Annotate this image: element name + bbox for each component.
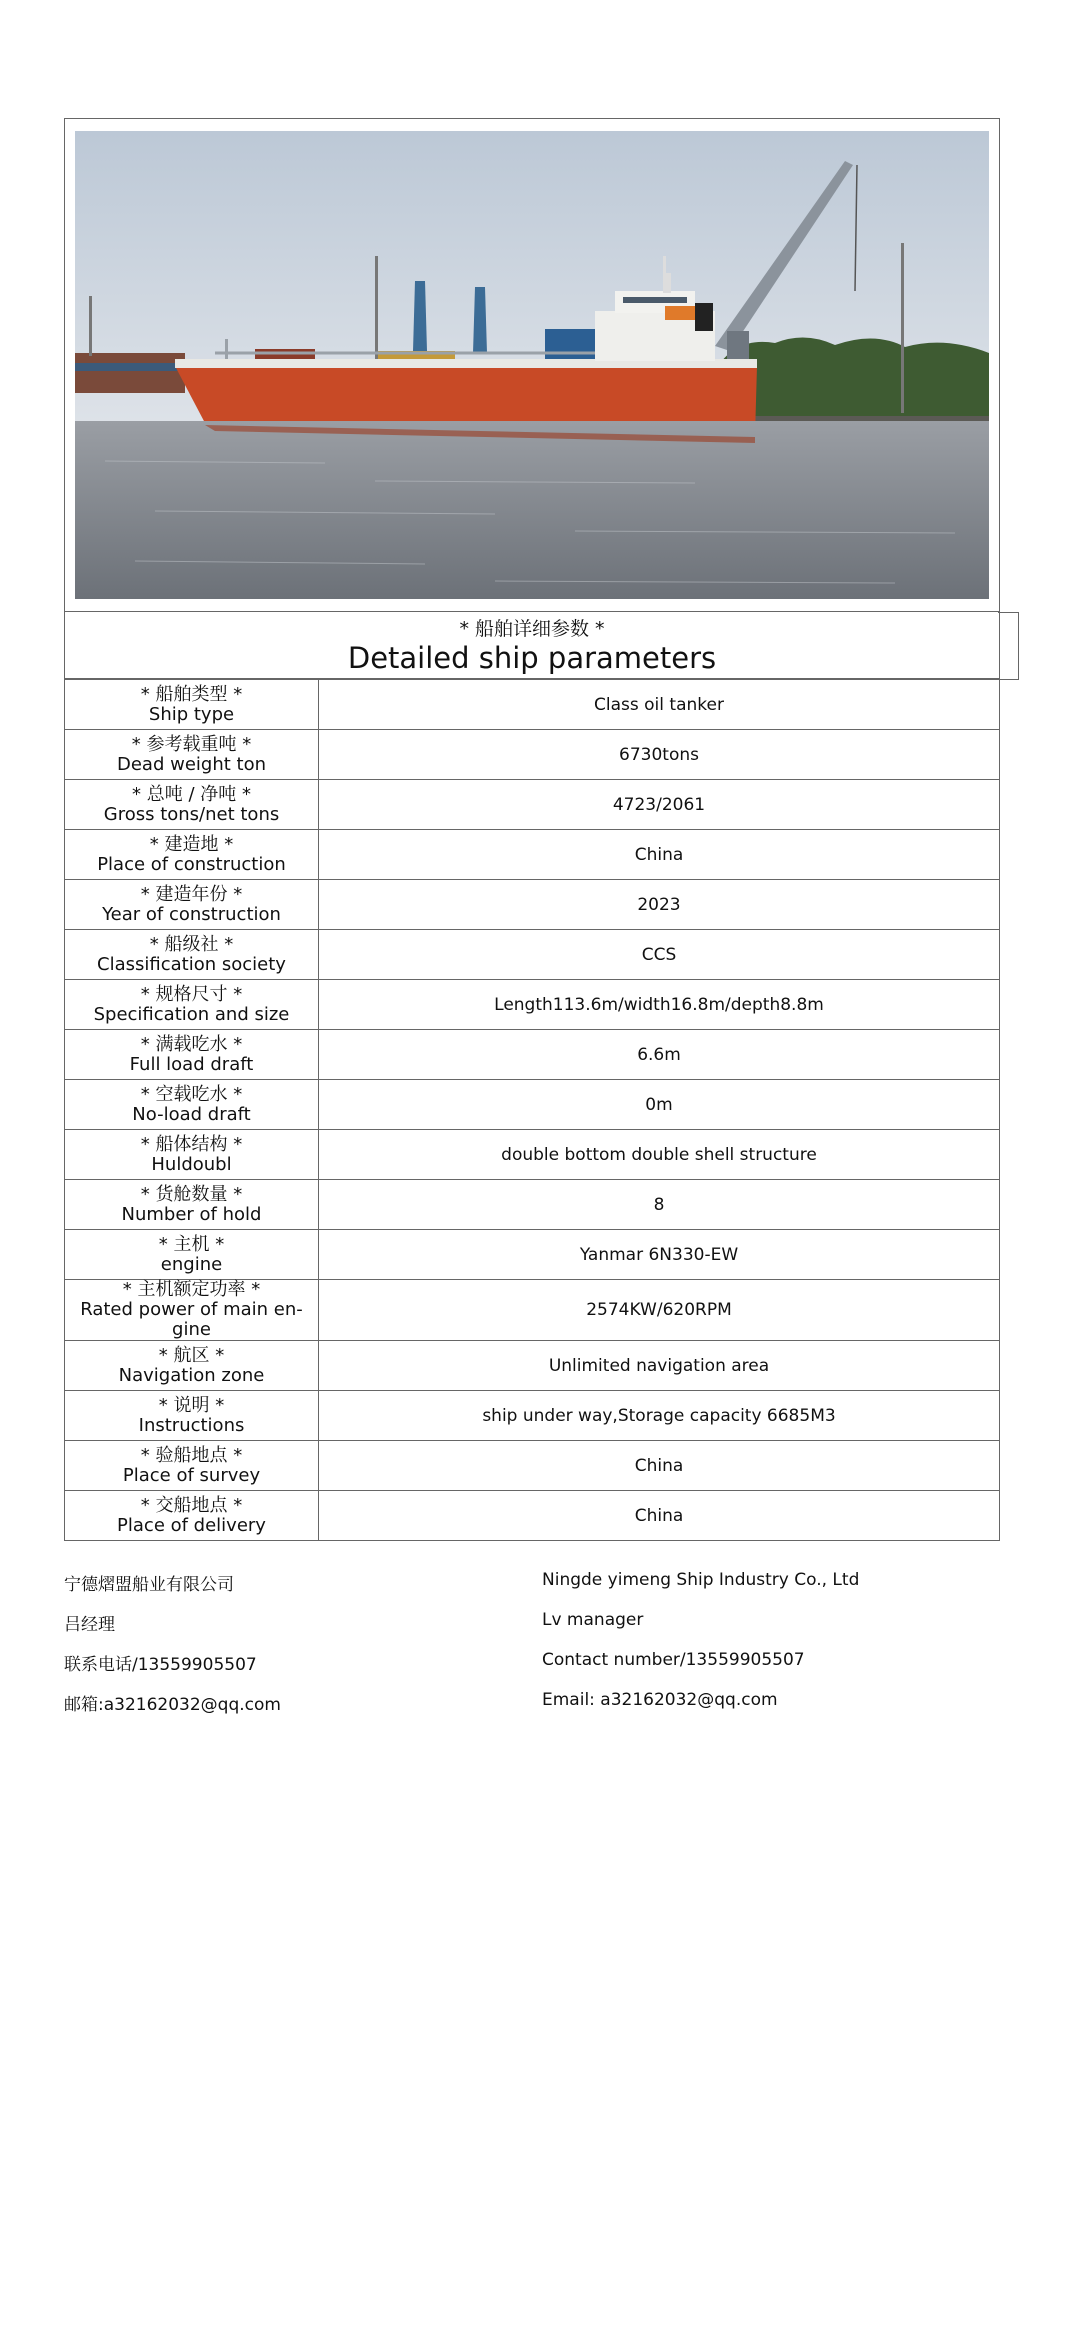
param-row (65, 1341, 1000, 1391)
param-label-cn: * 规格尺寸 * (140, 983, 243, 1005)
param-label-cn: * 满载吃水 * (140, 1033, 243, 1055)
param-row (65, 680, 1000, 730)
param-label-cn: * 建造年份 * (140, 883, 243, 905)
parameters-table (64, 679, 1000, 1541)
param-label-cn: * 验船地点 * (140, 1444, 243, 1466)
param-label (65, 980, 319, 1030)
contact-row-phone (64, 1650, 1000, 1690)
param-row (65, 880, 1000, 930)
param-value: China (319, 1491, 1000, 1541)
param-label-cn: * 空载吃水 * (140, 1083, 243, 1105)
param-value: double bottom double shell structure (319, 1130, 1000, 1180)
param-label (65, 1341, 319, 1391)
param-row (65, 1130, 1000, 1180)
param-row (65, 1030, 1000, 1080)
param-row (65, 1080, 1000, 1130)
param-label-cn: * 交船地点 * (140, 1494, 243, 1516)
param-value: 6.6m (319, 1030, 1000, 1080)
param-label-cn: * 总吨 / 净吨 * (132, 783, 251, 805)
param-label-cn: * 航区 * (158, 1344, 225, 1366)
contact-block (64, 1570, 1000, 1730)
param-label (65, 1080, 319, 1130)
email-en: Email: a32162032@qq.com (542, 1690, 778, 1710)
parameters-heading (64, 612, 1000, 679)
phone-en: Contact number/13559905507 (542, 1650, 805, 1670)
company-en: Ningde yimeng Ship Industry Co., Ltd (542, 1570, 860, 1590)
param-value: ship under way,Storage capacity 6685M3 (319, 1391, 1000, 1441)
contact-row-email (64, 1690, 1000, 1730)
company-cn: 宁德熠盟船业有限公司 (64, 1575, 234, 1595)
param-value: 4723/2061 (319, 780, 1000, 830)
param-row (65, 1180, 1000, 1230)
param-value: China (319, 830, 1000, 880)
heading-cn: * 船舶详细参数 * (459, 618, 605, 640)
param-label (65, 830, 319, 880)
param-label (65, 1280, 319, 1341)
param-label (65, 1491, 319, 1541)
param-label-en: Rated power of main en-gine (80, 1299, 303, 1340)
param-label (65, 1230, 319, 1280)
param-label (65, 880, 319, 930)
heading-en: Detailed ship parameters (347, 641, 717, 675)
param-label-cn: * 货舱数量 * (140, 1183, 243, 1205)
param-row (65, 1391, 1000, 1441)
param-label (65, 1130, 319, 1180)
param-row (65, 730, 1000, 780)
param-label-en: Classification society (97, 953, 286, 975)
param-label-en: Year of construction (102, 903, 281, 925)
param-label-en: Specification and size (93, 1003, 290, 1025)
param-value: Length113.6m/width16.8m/depth8.8m (319, 980, 1000, 1030)
param-value: 2023 (319, 880, 1000, 930)
param-label-cn: * 参考载重吨 * (131, 733, 252, 755)
param-label (65, 1030, 319, 1080)
param-label-en: Place of delivery (117, 1514, 266, 1536)
param-label-en: engine (160, 1253, 223, 1275)
param-label (65, 680, 319, 730)
param-label-en: Ship type (148, 703, 235, 725)
param-row (65, 1491, 1000, 1541)
ship-sheet (64, 118, 1000, 1541)
param-value: Unlimited navigation area (319, 1341, 1000, 1391)
param-label-en: Place of construction (97, 853, 286, 875)
param-value: Yanmar 6N330-EW (319, 1230, 1000, 1280)
param-row (65, 830, 1000, 880)
param-label-en: Gross tons/net tons (103, 803, 280, 825)
manager-cn: 吕经理 (64, 1615, 115, 1635)
contact-row-company (64, 1570, 1000, 1610)
contact-row-manager (64, 1610, 1000, 1650)
email-cn: 邮箱:a32162032@qq.com (64, 1695, 281, 1715)
param-label-cn: * 主机 * (158, 1233, 225, 1255)
param-value: 2574KW/620RPM (319, 1280, 1000, 1341)
param-label-cn: * 船体结构 * (140, 1133, 243, 1155)
param-value: 8 (319, 1180, 1000, 1230)
param-row (65, 780, 1000, 830)
param-label (65, 1441, 319, 1491)
param-label-en: No-load draft (132, 1103, 251, 1125)
param-row (65, 1441, 1000, 1491)
param-label-en: Place of survey (122, 1464, 261, 1486)
manager-en: Lv manager (542, 1610, 644, 1630)
param-row (65, 930, 1000, 980)
param-value: CCS (319, 930, 1000, 980)
param-label-en: Huldoubl (151, 1153, 232, 1175)
param-label-cn: * 说明 * (158, 1394, 225, 1416)
param-row (65, 980, 1000, 1030)
param-label-en: Instructions (138, 1414, 245, 1436)
param-value: China (319, 1441, 1000, 1491)
param-row (65, 1280, 1000, 1341)
param-value: 0m (319, 1080, 1000, 1130)
heading-box-extension (998, 612, 1019, 680)
param-label-cn: * 建造地 * (149, 833, 234, 855)
param-label (65, 1391, 319, 1441)
param-label-cn: * 船舶类型 * (140, 683, 243, 705)
photo-frame (64, 118, 1000, 612)
param-row (65, 1230, 1000, 1280)
tanker-image (75, 131, 989, 599)
param-label-en: Number of hold (121, 1203, 262, 1225)
param-label (65, 930, 319, 980)
param-value: Class oil tanker (319, 680, 1000, 730)
param-label (65, 730, 319, 780)
param-label-en: Full load draft (129, 1053, 254, 1075)
param-label (65, 780, 319, 830)
param-value: 6730tons (319, 730, 1000, 780)
phone-cn: 联系电话/13559905507 (64, 1655, 257, 1675)
param-label-en: Navigation zone (118, 1364, 265, 1386)
param-label (65, 1180, 319, 1230)
param-label-en: Dead weight ton (116, 753, 266, 775)
param-label-cn: * 船级社 * (149, 933, 234, 955)
param-label-cn: * 主机额定功率 * (122, 1279, 261, 1300)
ship-photo (75, 131, 989, 599)
